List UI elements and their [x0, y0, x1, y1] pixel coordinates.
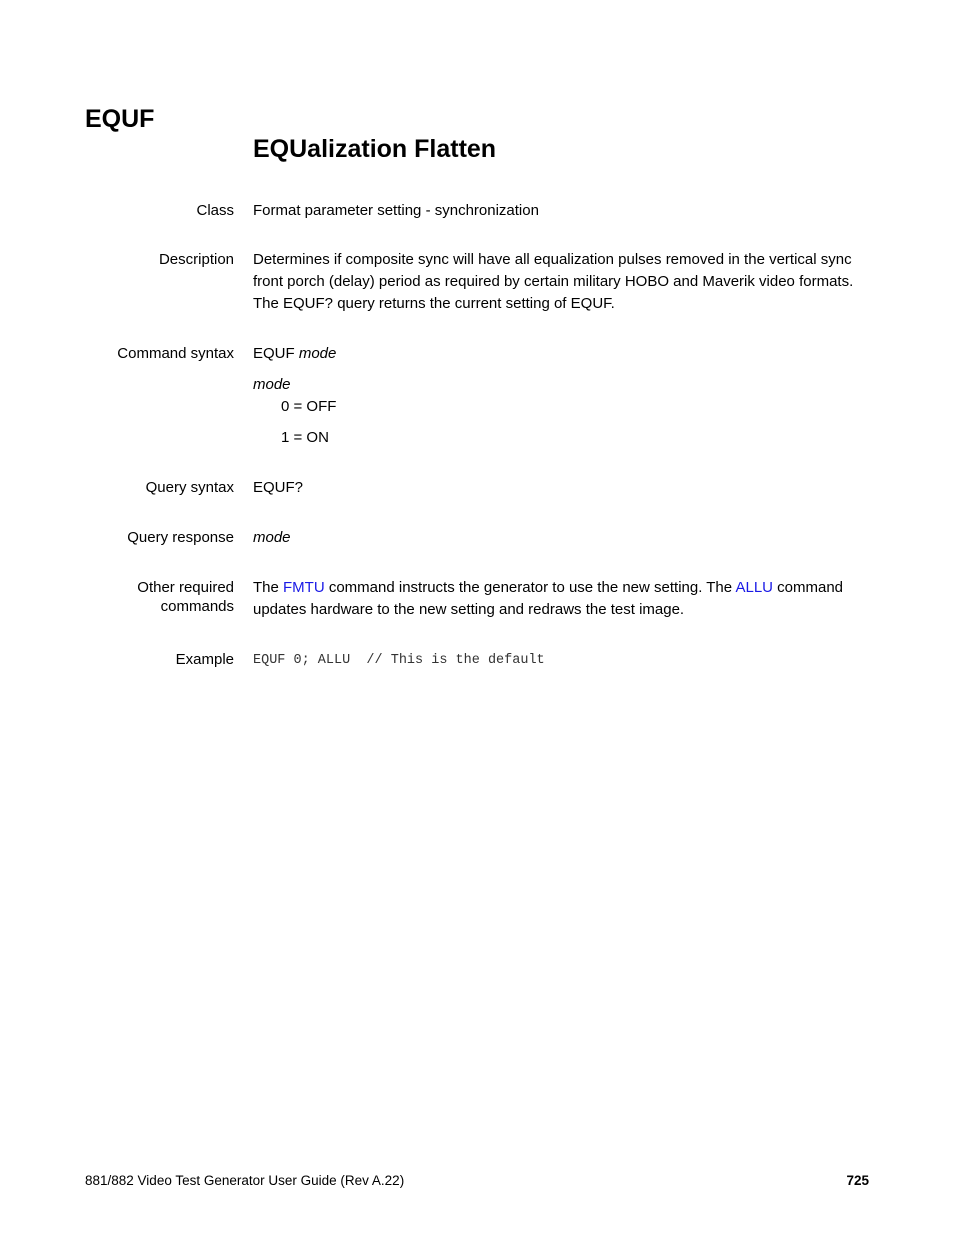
query-response-label: Query response — [127, 529, 234, 546]
other-required-text-1: The — [253, 579, 284, 596]
example-code: EQUF 0; ALLU // This is the default — [253, 653, 545, 668]
other-required-label-line1: Other required — [137, 579, 234, 596]
class-label: Class — [196, 202, 234, 219]
query-syntax-label: Query syntax — [145, 479, 234, 496]
class-text: Format parameter setting - synchronization — [253, 202, 539, 219]
footer-page-number: 725 — [846, 1173, 869, 1188]
query-syntax-text: EQUF? — [253, 479, 304, 496]
other-required-text-3: command updates hardware to the new setting and redraws the test image. — [253, 579, 844, 618]
other-required-text-2: command instructs the generator to use the new setting. The — [324, 579, 736, 596]
description-label: Description — [158, 251, 234, 268]
allu-link[interactable]: ALLU — [735, 579, 773, 596]
other-required-label-line2: commands — [160, 598, 234, 615]
command-syntax-param: mode — [298, 345, 337, 362]
command-title-heading: EQUalization Flatten — [253, 135, 497, 163]
fmtu-link[interactable]: FMTU — [283, 579, 325, 596]
command-syntax-line — [253, 343, 873, 365]
other-required-label — [34, 578, 234, 616]
description-text: Determines if composite sync will have all equalization pulses removed in the vertical sync front porch (delay) period as required by certain military HOBO and Maverik video formats. The EQUF? query returns the current setting of EQUF. — [253, 251, 854, 312]
footer-guide-title: 881/882 Video Test Generator User Guide (Rev A.22) — [85, 1173, 405, 1188]
example-label: Example — [175, 651, 234, 668]
param-name: mode — [253, 376, 291, 393]
command-syntax-command: EQUF — [253, 345, 295, 362]
param-value-off: 0 = OFF — [281, 398, 337, 415]
query-response-text: mode — [253, 529, 291, 546]
command-syntax-label: Command syntax — [117, 345, 234, 362]
command-name-heading: EQUF — [85, 105, 155, 133]
command-syntax-content — [253, 343, 873, 449]
param-value-on: 1 = ON — [281, 429, 329, 446]
other-required-text — [253, 577, 873, 621]
